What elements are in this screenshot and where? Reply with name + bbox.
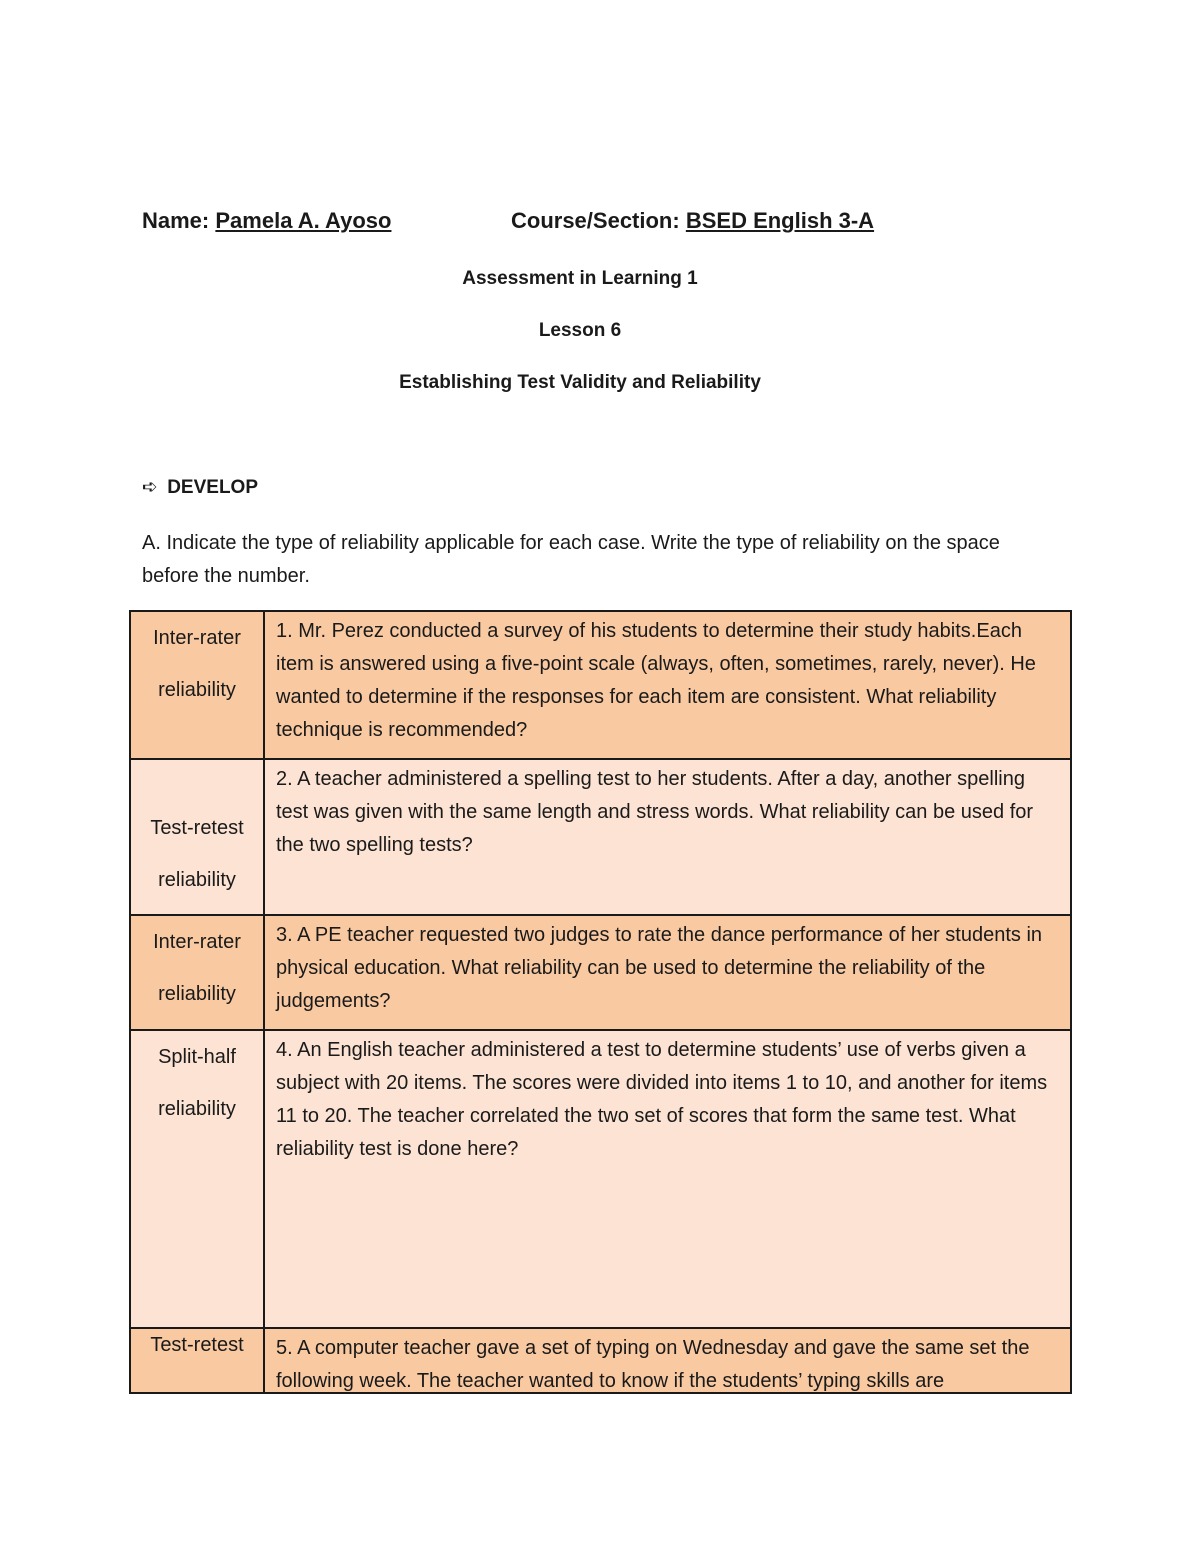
student-name: Pamela A. Ayoso (215, 208, 392, 233)
reliability-type-line: Inter-rater (153, 627, 241, 649)
table-row (130, 1328, 1071, 1393)
reliability-type-cell (130, 759, 264, 915)
case-description-cell (264, 1328, 1071, 1393)
reliability-type-line: Test-retest (150, 1334, 244, 1356)
reliability-table (129, 610, 1072, 1394)
table-row (130, 759, 1071, 915)
table-row (130, 915, 1071, 1030)
case-description: 2. A teacher administered a spelling test to her students. After a day, another spelling test was given with the same length and stress words. What reliability can be used for the two spelling tests? (264, 759, 1071, 915)
reliability-type-cell (130, 1030, 264, 1328)
subject-title: Assessment in Learning 1 (462, 268, 698, 289)
course-label: Course/Section: (511, 208, 680, 233)
lesson-number: Lesson 6 (538, 320, 622, 341)
section-heading (142, 476, 258, 499)
reliability-type-line: Split-half (158, 1046, 236, 1068)
instructions-text: A. Indicate the type of reliability applicable for each case. Write the type of reliability on the space before the number. (142, 532, 1000, 587)
case-description: 4. An English teacher administered a test to determine students’ use of verbs given a subject with 20 items. The scores were divided into items 1 to 10, and another for items 11 to 20. The teacher correlated the two set of scores that form the same test. What reliability test is done here? (264, 1030, 1071, 1328)
course-value: BSED English 3-A (685, 208, 875, 233)
reliability-type-line: reliability (158, 679, 236, 701)
lesson-topic: Establishing Test Validity and Reliability (399, 372, 761, 393)
case-description: 5. A computer teacher gave a set of typing on Wednesday and gave the same set the following week. The teacher wanted to know if the students’ typing skills are (276, 1337, 1030, 1392)
course-section (511, 208, 874, 234)
student-info-line (142, 208, 875, 234)
reliability-type-cell (130, 1328, 264, 1393)
section-title: DEVELOP (167, 477, 259, 498)
name-label: Name: (142, 208, 210, 233)
reliability-type-cell (130, 611, 264, 759)
reliability-type-cell (130, 915, 264, 1030)
right-arrow-icon: ➪ (142, 477, 158, 498)
table-row (130, 1030, 1071, 1328)
case-description: 3. A PE teacher requested two judges to rate the dance performance of her students in physical education. What reliability can be used to determine the reliability of the judgements? (264, 915, 1071, 1030)
reliability-type-line: Inter-rater (153, 931, 241, 953)
case-description: 1. Mr. Perez conducted a survey of his students to determine their study habits.Each item is answered using a five-point scale (always, often, sometimes, rarely, never). He wanted to determine if the responses for each item are consistent. What reliability technique is recommended? (264, 611, 1071, 759)
table-row (130, 611, 1071, 759)
reliability-type-line: reliability (158, 869, 236, 891)
reliability-type-line: reliability (158, 983, 236, 1005)
reliability-type-line: Test-retest (150, 817, 244, 839)
reliability-type-line: reliability (158, 1098, 236, 1120)
